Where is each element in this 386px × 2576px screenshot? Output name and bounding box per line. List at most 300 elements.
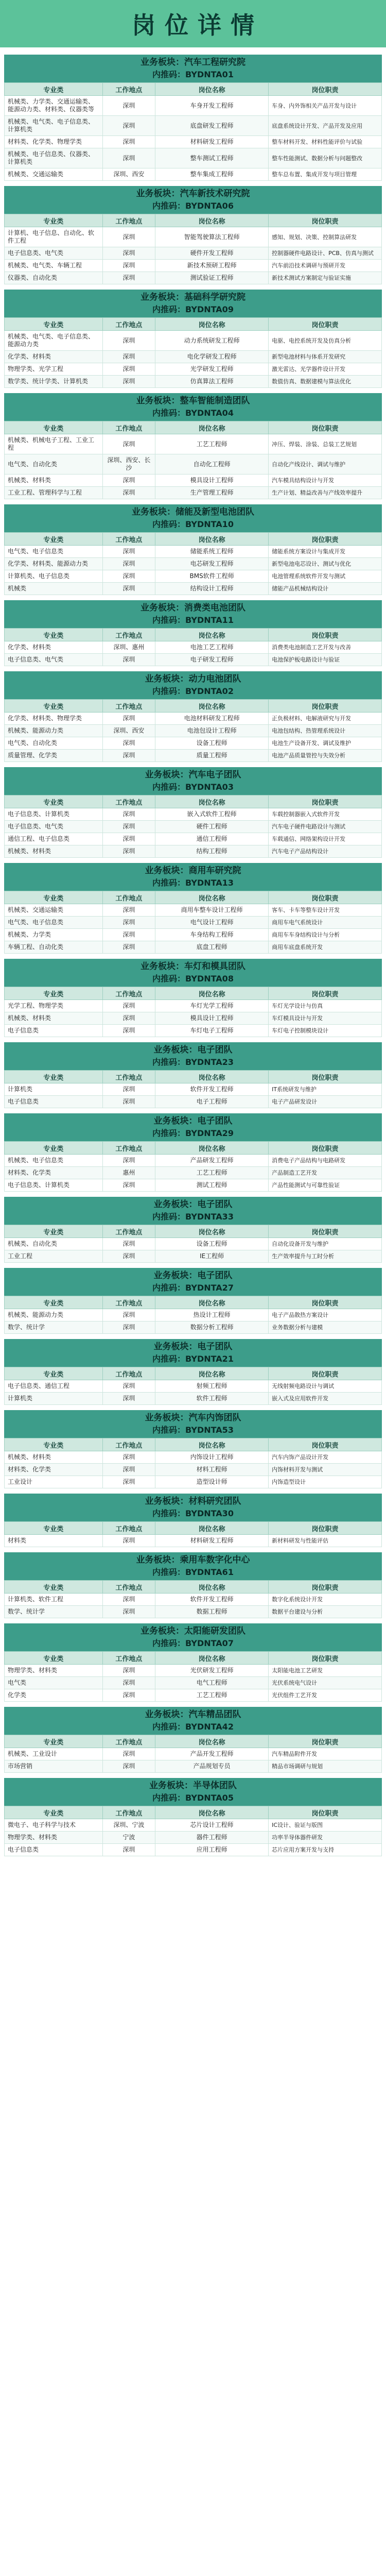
cell-major: 计算机类: [5, 1083, 103, 1096]
cell-position: 硬件开发工程师: [155, 247, 269, 260]
jobs-table: [4, 1296, 382, 1334]
header-position: 岗位名称: [155, 629, 269, 641]
cell-position: 电池材料研发工程师: [155, 713, 269, 725]
table-row: [5, 1309, 382, 1321]
section-banner: [4, 1707, 382, 1735]
job-section: [4, 393, 382, 499]
cell-duty: 电子产品散热方案设计: [269, 1309, 382, 1321]
code-prefix: 内推码：: [152, 1722, 186, 1732]
jobs-table: [4, 1367, 382, 1405]
section-banner: [4, 1197, 382, 1225]
code-line: [12, 518, 374, 531]
header-major: 专业类: [5, 1296, 103, 1309]
cell-position: 器件工程师: [155, 1832, 269, 1844]
cell-position: 仿真算法工程师: [155, 376, 269, 388]
section-banner: [4, 1410, 382, 1438]
header-location: 工作地点: [102, 1581, 155, 1594]
jobs-table: [4, 421, 382, 499]
header-location: 工作地点: [102, 891, 155, 904]
table-row: [5, 148, 382, 168]
board-prefix: 业务板块：: [153, 1045, 198, 1055]
section-banner: [4, 1339, 382, 1367]
table-row: [5, 1179, 382, 1192]
cell-position: 通信工程师: [155, 833, 269, 845]
header-location: 工作地点: [102, 1735, 155, 1748]
board-line: [12, 1780, 374, 1792]
table-row: [5, 641, 382, 654]
cell-major: 电气类、自动化类: [5, 737, 103, 750]
header-duty: 岗位职责: [269, 1367, 382, 1380]
section-banner: [4, 186, 382, 214]
code-prefix: 内推码：: [152, 1638, 186, 1648]
header-duty: 岗位职责: [269, 421, 382, 434]
table-row: [5, 434, 382, 454]
header-duty: 岗位职责: [269, 987, 382, 1000]
cell-position: 新技术预研工程师: [155, 260, 269, 272]
table-row: [5, 750, 382, 762]
job-section: [4, 1042, 382, 1108]
cell-major: 机械类、电子信息类、仪器类、计算机类: [5, 148, 103, 168]
cell-location: 深圳: [102, 1321, 155, 1334]
section-banner: [4, 671, 382, 699]
cell-duty: 生产效率提升与工时分析: [269, 1250, 382, 1263]
cell-duty: 汽车前沿技术调研与预研开发: [269, 260, 382, 272]
section-banner: [4, 1494, 382, 1521]
header-major: 专业类: [5, 795, 103, 808]
cell-location: 深圳: [102, 1451, 155, 1464]
table-header-row: [5, 1522, 382, 1535]
table-header-row: [5, 795, 382, 808]
section-banner: [4, 1623, 382, 1651]
cell-duty: 储能产品机械结构设计: [269, 583, 382, 595]
code-prefix: 内推码：: [152, 70, 186, 79]
board-line: [12, 1412, 374, 1424]
header-location: 工作地点: [102, 1225, 155, 1238]
code-line: [12, 1127, 374, 1140]
cell-major: 机械类、材料类: [5, 845, 103, 858]
cell-duty: 电子产品研发设计: [269, 1096, 382, 1108]
code-prefix: 内推码：: [152, 408, 186, 418]
header-location: 工作地点: [102, 318, 155, 331]
cell-major: 机械类、电气类、电子信息类、能源动力类: [5, 331, 103, 351]
table-row: [5, 833, 382, 845]
cell-duty: 数据平台建设与分析: [269, 1606, 382, 1618]
cell-position: 应用工程师: [155, 1844, 269, 1856]
table-row: [5, 713, 382, 725]
cell-position: 测试工程师: [155, 1179, 269, 1192]
cell-location: 深圳: [102, 1677, 155, 1689]
cell-major: 通信工程、电子信息类: [5, 833, 103, 845]
board-prefix: 业务板块：: [145, 1709, 189, 1720]
cell-major: 化学类、材料类、物理学类: [5, 713, 103, 725]
referral-code: BYDNTA01: [185, 70, 234, 79]
cell-position: 测试验证工程师: [155, 272, 269, 284]
header-major: 专业类: [5, 987, 103, 1000]
cell-major: 机械类、工业设计: [5, 1748, 103, 1760]
cell-position: 设备工程师: [155, 737, 269, 750]
header-position: 岗位名称: [155, 533, 269, 546]
cell-location: 深圳: [102, 583, 155, 595]
jobs-table: [4, 891, 382, 954]
jobs-table: [4, 699, 382, 762]
cell-position: 模具设计工程师: [155, 1012, 269, 1025]
cell-position: 电气工程师: [155, 1677, 269, 1689]
board-name: 电子团队: [197, 1045, 233, 1055]
header-position: 岗位名称: [155, 1142, 269, 1155]
jobs-table: [4, 795, 382, 858]
table-header-row: [5, 1142, 382, 1155]
referral-code: BYDNTA10: [185, 519, 234, 529]
header-position: 岗位名称: [155, 1367, 269, 1380]
board-name: 整车智能制造团队: [180, 396, 250, 406]
table-header-row: [5, 421, 382, 434]
cell-major: 电气类: [5, 1677, 103, 1689]
cell-duty: 车载控制器嵌入式软件开发: [269, 808, 382, 821]
cell-major: 机械类、电子信息类: [5, 1155, 103, 1167]
cell-major: 机械类、能源动力类: [5, 725, 103, 737]
cell-duty: 汽车精品附件开发: [269, 1748, 382, 1760]
table-row: [5, 474, 382, 487]
cell-duty: 太阳能电池工艺研发: [269, 1665, 382, 1677]
jobs-table: [4, 1225, 382, 1263]
header-position: 岗位名称: [155, 795, 269, 808]
table-row: [5, 1096, 382, 1108]
header-duty: 岗位职责: [269, 83, 382, 96]
cell-location: 深圳: [102, 917, 155, 929]
cell-major: 工业工程: [5, 1250, 103, 1263]
header-position: 岗位名称: [155, 891, 269, 904]
cell-duty: 冲压、焊装、涂装、总装工艺规划: [269, 434, 382, 454]
table-row: [5, 116, 382, 136]
cell-location: 深圳: [102, 570, 155, 583]
referral-code: BYDNTA13: [185, 878, 234, 888]
jobs-table: [4, 1438, 382, 1488]
header-major: 专业类: [5, 1522, 103, 1535]
cell-position: 电子研发工程师: [155, 654, 269, 666]
header-position: 岗位名称: [155, 987, 269, 1000]
cell-duty: 客车、卡车等整车设计开发: [269, 904, 382, 917]
cell-duty: 生产计划、精益改善与产线效率提升: [269, 487, 382, 499]
cell-major: 电子信息类、电气类: [5, 654, 103, 666]
job-section: [4, 959, 382, 1037]
cell-location: 深圳: [102, 272, 155, 284]
cell-location: 深圳: [102, 260, 155, 272]
cell-major: 计算机类: [5, 1393, 103, 1405]
job-section: [4, 1339, 382, 1405]
board-prefix: 业务板块：: [145, 866, 189, 876]
cell-duty: 嵌入式及应用软件开发: [269, 1393, 382, 1405]
cell-major: 电子信息类: [5, 1096, 103, 1108]
cell-duty: 电池保护板电路设计与验证: [269, 654, 382, 666]
cell-duty: IT系统研发与维护: [269, 1083, 382, 1096]
cell-position: 底盘工程师: [155, 941, 269, 954]
table-row: [5, 941, 382, 954]
cell-major: 仪器类、自动化类: [5, 272, 103, 284]
table-header-row: [5, 1581, 382, 1594]
cell-major: 机械类、自动化类: [5, 1238, 103, 1250]
cell-position: 电气设计工程师: [155, 917, 269, 929]
cell-location: 深圳: [102, 1083, 155, 1096]
code-prefix: 内推码：: [152, 1354, 186, 1364]
board-prefix: 业务板块：: [145, 1496, 189, 1506]
cell-duty: 底盘系统设计开发、产品开发及应用: [269, 116, 382, 136]
cell-position: 车身开发工程师: [155, 96, 269, 116]
section-banner: [4, 504, 382, 532]
header-position: 岗位名称: [155, 214, 269, 227]
cell-location: 深圳: [102, 1000, 155, 1012]
header-position: 岗位名称: [155, 421, 269, 434]
cell-duty: 数值仿真、数据建模与算法优化: [269, 376, 382, 388]
cell-position: 电池包设计工程师: [155, 725, 269, 737]
code-prefix: 内推码：: [152, 974, 186, 984]
board-name: 汽车精品团队: [188, 1709, 241, 1720]
section-banner: [4, 393, 382, 421]
table-header-row: [5, 629, 382, 641]
section-banner: [4, 1268, 382, 1296]
table-row: [5, 904, 382, 917]
cell-duty: 商用车底盘系统开发: [269, 941, 382, 954]
referral-code: BYDNTA21: [185, 1354, 234, 1364]
cell-position: 热设计工程师: [155, 1309, 269, 1321]
header-major: 专业类: [5, 1071, 103, 1083]
cell-duty: 电池包结构、热管理系统设计: [269, 725, 382, 737]
board-prefix: 业务板块：: [136, 1555, 180, 1565]
cell-position: 质量工程师: [155, 750, 269, 762]
header-major: 专业类: [5, 700, 103, 713]
cell-major: 电子信息类、计算机类: [5, 808, 103, 821]
referral-code: BYDNTA04: [185, 408, 234, 418]
cell-duty: 整车总布置、集成开发与项目管理: [269, 168, 382, 181]
header-position: 岗位名称: [155, 1438, 269, 1451]
table-header-row: [5, 1367, 382, 1380]
cell-position: 设备工程师: [155, 1238, 269, 1250]
board-prefix: 业务板块：: [141, 603, 184, 613]
header-location: 工作地点: [102, 1296, 155, 1309]
table-row: [5, 1393, 382, 1405]
cell-position: 车灯电子工程师: [155, 1025, 269, 1037]
code-line: [12, 877, 374, 889]
cell-position: 商用车整车设计工程师: [155, 904, 269, 917]
cell-location: 深圳: [102, 1760, 155, 1773]
code-prefix: 内推码：: [152, 1793, 186, 1803]
table-header-row: [5, 1071, 382, 1083]
cell-duty: 新材料研发与性能评估: [269, 1535, 382, 1547]
table-row: [5, 1000, 382, 1012]
table-row: [5, 376, 382, 388]
code-prefix: 内推码：: [152, 1567, 186, 1577]
board-prefix: 业务板块：: [141, 961, 184, 972]
table-row: [5, 1844, 382, 1856]
cell-position: 底盘研发工程师: [155, 116, 269, 136]
table-row: [5, 487, 382, 499]
jobs-table: [4, 82, 382, 181]
section-banner: [4, 1778, 382, 1806]
cell-location: 深圳: [102, 1476, 155, 1488]
cell-major: 机械类、交通运输类: [5, 904, 103, 917]
cell-major: 机械类、能源动力类: [5, 1309, 103, 1321]
header-location: 工作地点: [102, 533, 155, 546]
header-major: 专业类: [5, 1652, 103, 1665]
table-row: [5, 1819, 382, 1832]
header-duty: 岗位职责: [269, 1735, 382, 1748]
board-prefix: 业务板块：: [149, 1781, 193, 1791]
cell-position: 光伏研发工程师: [155, 1665, 269, 1677]
header-major: 专业类: [5, 83, 103, 96]
table-row: [5, 654, 382, 666]
board-prefix: 业务板块：: [132, 507, 176, 517]
jobs-table: [4, 987, 382, 1037]
referral-code: BYDNTA06: [185, 201, 234, 211]
table-row: [5, 737, 382, 750]
cell-location: 深圳: [102, 376, 155, 388]
table-row: [5, 168, 382, 181]
table-row: [5, 1238, 382, 1250]
board-line: [12, 291, 374, 303]
cell-major: 电子信息类: [5, 1844, 103, 1856]
cell-position: 整车集成工程师: [155, 168, 269, 181]
table-header-row: [5, 1806, 382, 1819]
cell-position: 自动化工程师: [155, 454, 269, 474]
jobs-table: [4, 1070, 382, 1108]
jobs-table: [4, 1521, 382, 1547]
cell-location: 深圳: [102, 1748, 155, 1760]
jobs-table: [4, 1580, 382, 1618]
table-row: [5, 1380, 382, 1393]
cell-duty: 控制器硬件电路设计、PCB、仿真与测试: [269, 247, 382, 260]
cell-duty: 激光雷达、光学器件设计开发: [269, 363, 382, 376]
jobs-table: [4, 628, 382, 666]
header-duty: 岗位职责: [269, 1071, 382, 1083]
board-line: [12, 769, 374, 781]
cell-position: 电池工艺工程师: [155, 641, 269, 654]
cell-location: 深圳、宁波: [102, 1819, 155, 1832]
cell-major: 光学工程、物理学类: [5, 1000, 103, 1012]
table-row: [5, 546, 382, 558]
code-prefix: 内推码：: [152, 1057, 186, 1067]
job-section: [4, 863, 382, 954]
header-major: 专业类: [5, 318, 103, 331]
code-line: [12, 1211, 374, 1223]
cell-location: 深圳: [102, 1606, 155, 1618]
board-name: 乘用车数字化中心: [180, 1555, 250, 1565]
header-duty: 岗位职责: [269, 629, 382, 641]
code-line: [12, 1056, 374, 1069]
cell-duty: 自动化设备开发与维护: [269, 1238, 382, 1250]
board-line: [12, 865, 374, 877]
section-banner: [4, 55, 382, 82]
board-line: [12, 1044, 374, 1056]
cell-duty: 汽车内饰产品设计开发: [269, 1451, 382, 1464]
code-prefix: 内推码：: [152, 782, 186, 792]
code-prefix: 内推码：: [152, 1212, 186, 1222]
cell-duty: 产品性能测试与可靠性验证: [269, 1179, 382, 1192]
code-line: [12, 1282, 374, 1294]
table-row: [5, 558, 382, 570]
cell-major: 机械类: [5, 583, 103, 595]
cell-duty: 消费类电池制造工艺开发与改善: [269, 641, 382, 654]
board-line: [12, 1115, 374, 1127]
cell-major: 微电子、电子科学与技术: [5, 1819, 103, 1832]
job-section: [4, 1113, 382, 1192]
cell-location: 深圳: [102, 351, 155, 363]
cell-position: 电芯研发工程师: [155, 558, 269, 570]
code-line: [12, 407, 374, 419]
cell-major: 工业工程、管理科学与工程: [5, 487, 103, 499]
cell-position: 芯片设计工程师: [155, 1819, 269, 1832]
table-row: [5, 351, 382, 363]
code-line: [12, 200, 374, 212]
cell-location: 深圳、西安: [102, 725, 155, 737]
code-prefix: 内推码：: [152, 201, 186, 211]
cell-major: 电子信息类、电气类: [5, 821, 103, 833]
board-name: 材料研究团队: [188, 1496, 241, 1506]
cell-position: 车身结构工程师: [155, 929, 269, 941]
section-banner: [4, 863, 382, 891]
referral-code: BYDNTA05: [185, 1793, 234, 1803]
cell-duty: 商用车电气系统设计: [269, 917, 382, 929]
header-major: 专业类: [5, 1225, 103, 1238]
cell-location: 深圳: [102, 1535, 155, 1547]
board-prefix: 业务板块：: [141, 57, 184, 67]
cell-position: 车灯光学工程师: [155, 1000, 269, 1012]
header-duty: 岗位职责: [269, 1225, 382, 1238]
cell-location: 深圳: [102, 487, 155, 499]
header-location: 工作地点: [102, 987, 155, 1000]
cell-major: 数学、统计学: [5, 1321, 103, 1334]
table-row: [5, 725, 382, 737]
job-section: [4, 1552, 382, 1618]
table-header-row: [5, 533, 382, 546]
cell-location: 深圳: [102, 1464, 155, 1476]
cell-position: 材料研发工程师: [155, 1535, 269, 1547]
job-section: [4, 504, 382, 595]
cell-position: 模具设计工程师: [155, 474, 269, 487]
board-name: 车灯和模具团队: [184, 961, 245, 972]
cell-duty: 内饰造型设计: [269, 1476, 382, 1488]
cell-position: BMS软件工程师: [155, 570, 269, 583]
board-name: 太阳能研发团队: [184, 1626, 245, 1636]
table-row: [5, 845, 382, 858]
table-row: [5, 1606, 382, 1618]
code-prefix: 内推码：: [152, 686, 186, 696]
cell-location: 深圳: [102, 1380, 155, 1393]
header-duty: 岗位职责: [269, 1806, 382, 1819]
board-prefix: 业务板块：: [153, 1199, 198, 1210]
table-row: [5, 917, 382, 929]
cell-duty: 新型电池材料与体系开发研究: [269, 351, 382, 363]
board-name: 汽车内饰团队: [188, 1413, 241, 1423]
cell-major: 机械类、材料类: [5, 474, 103, 487]
cell-duty: 商用车车身结构设计与分析: [269, 929, 382, 941]
header-location: 工作地点: [102, 1652, 155, 1665]
cell-major: 机械类、力学类: [5, 929, 103, 941]
header-location: 工作地点: [102, 421, 155, 434]
table-row: [5, 227, 382, 247]
header-major: 专业类: [5, 1735, 103, 1748]
referral-code: BYDNTA07: [185, 1638, 234, 1648]
cell-location: 深圳: [102, 1155, 155, 1167]
board-prefix: 业务板块：: [145, 674, 189, 684]
cell-position: 工艺工程师: [155, 1689, 269, 1702]
referral-code: BYDNTA42: [185, 1722, 234, 1732]
cell-position: 射频工程师: [155, 1380, 269, 1393]
cell-location: 深圳: [102, 136, 155, 148]
cell-position: 数据分析工程师: [155, 1321, 269, 1334]
board-prefix: 业务板块：: [145, 1413, 189, 1423]
code-line: [12, 1507, 374, 1520]
header-position: 岗位名称: [155, 318, 269, 331]
table-row: [5, 1677, 382, 1689]
